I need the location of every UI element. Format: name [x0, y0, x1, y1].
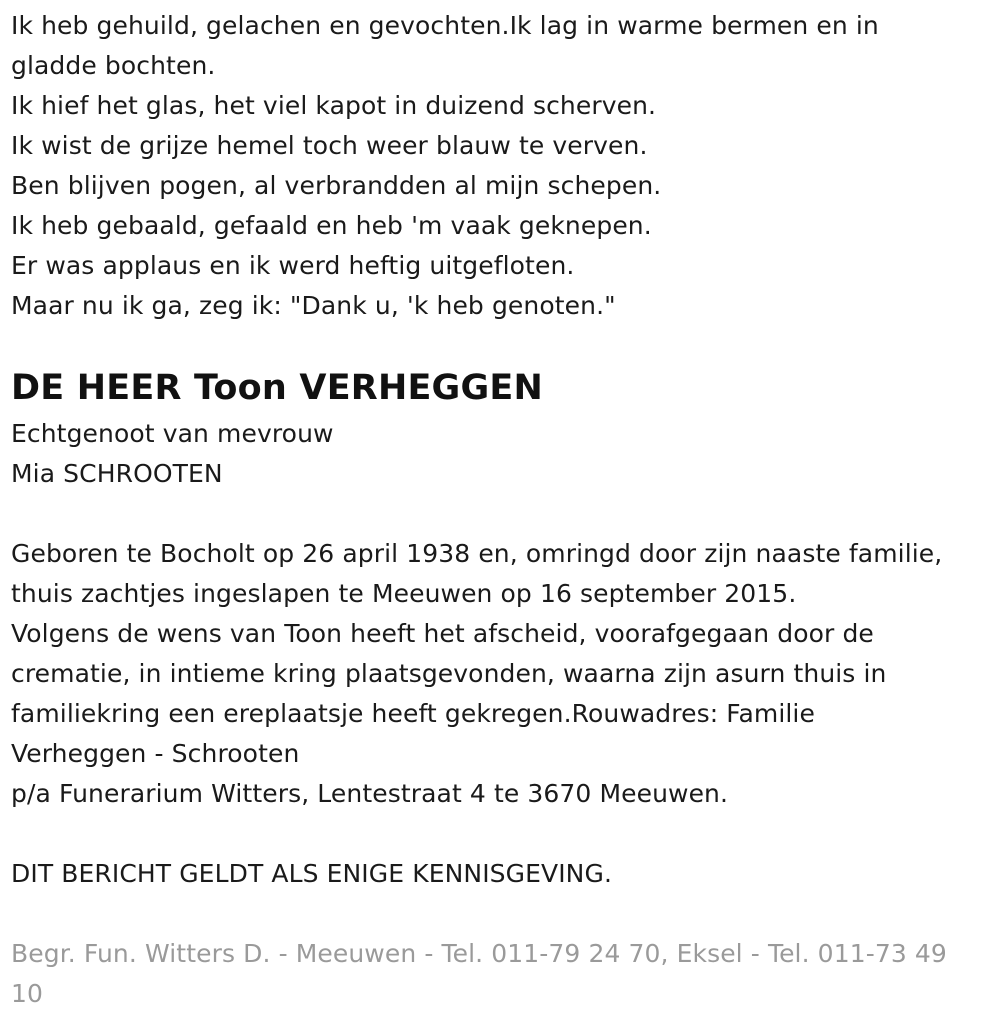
poem-line: Ik hief het glas, het viel kapot in duizend scherven.	[11, 91, 657, 120]
details-line: Verheggen - Schrooten	[11, 739, 300, 768]
details-line: p/a Funerarium Witters, Lentestraat 4 te 3670 Meeuwen.	[11, 779, 729, 808]
details-line: thuis zachtjes ingeslapen te Meeuwen op 16 september 2015.	[11, 579, 797, 608]
section-spacer	[11, 814, 991, 854]
poem-line: Maar nu ik ga, zeg ik: "Dank u, 'k heb genoten."	[11, 291, 616, 320]
footer-line: 10	[11, 979, 44, 1008]
obituary-notice	[11, 6, 991, 1014]
spouse-label: Echtgenoot van mevrouw	[11, 419, 334, 448]
deceased-name-heading: DE HEER Toon VERHEGGEN	[11, 368, 544, 408]
poem-line: Ben blijven pogen, al verbrandden al mijn schepen.	[11, 171, 662, 200]
footer-line: Begr. Fun. Witters D. - Meeuwen - Tel. 011-79 24 70, Eksel - Tel. 011-73 49	[11, 939, 947, 968]
details-block	[11, 534, 991, 814]
details-line: Geboren te Bocholt op 26 april 1938 en, omringd door zijn naaste familie,	[11, 539, 943, 568]
section-spacer	[11, 894, 991, 934]
poem	[11, 6, 991, 326]
details-line: Volgens de wens van Toon heeft het afscheid, voorafgegaan door de	[11, 619, 874, 648]
poem-line: gladde bochten.	[11, 51, 216, 80]
details-line: familiekring een ereplaatsje heeft gekregen.Rouwadres: Familie	[11, 699, 815, 728]
notice-statement: DIT BERICHT GELDT ALS ENIGE KENNISGEVING.	[11, 859, 612, 888]
details-line: crematie, in intieme kring plaatsgevonden, waarna zijn asurn thuis in	[11, 659, 887, 688]
spouse-name: Mia SCHROOTEN	[11, 459, 223, 488]
poem-line: Ik heb gebaald, gefaald en heb 'm vaak geknepen.	[11, 211, 652, 240]
funeral-home-footer	[11, 934, 991, 1014]
poem-line: Ik wist de grijze hemel toch weer blauw te verven.	[11, 131, 648, 160]
poem-line: Er was applaus en ik werd heftig uitgefloten.	[11, 251, 575, 280]
poem-line: Ik heb gehuild, gelachen en gevochten.Ik lag in warme bermen en in	[11, 11, 879, 40]
section-spacer	[11, 494, 991, 534]
